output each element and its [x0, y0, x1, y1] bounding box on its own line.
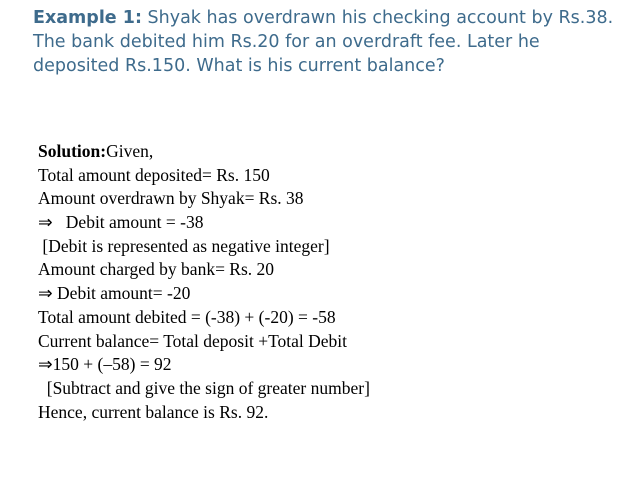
solution-line: Amount overdrawn by Shyak= Rs. 38: [38, 188, 304, 209]
solution-given: Given,: [106, 141, 154, 161]
example-heading: [33, 6, 623, 78]
solution-heading: Solution:: [38, 141, 107, 161]
solution-heading-line: [38, 140, 618, 164]
solution-line: Current balance= Total deposit +Total Debit: [38, 330, 348, 351]
example-question: Shyak has overdrawn his checking account by Rs.38. The bank debited him Rs.20 for an overdraft fee. Later he deposited Rs.150. What is his current balance?: [33, 8, 614, 76]
solution-line: Total amount debited = (-38) + (-20) = -58: [38, 306, 336, 327]
solution-line: Hence, current balance is Rs. 92.: [38, 401, 269, 422]
solution-line: [Debit is represented as negative integer]: [38, 235, 330, 256]
example-label: Example 1:: [33, 8, 142, 28]
solution-block: [38, 140, 618, 424]
solution-line: ⇒150 + (–58) = 92: [38, 354, 172, 375]
solution-line: ⇒ Debit amount= -20: [38, 283, 191, 304]
solution-line: Amount charged by bank= Rs. 20: [38, 259, 275, 280]
solution-line: [Subtract and give the sign of greater number]: [38, 377, 370, 398]
solution-line: ⇒ Debit amount = -38: [38, 212, 204, 233]
solution-line: Total amount deposited= Rs. 150: [38, 164, 270, 185]
